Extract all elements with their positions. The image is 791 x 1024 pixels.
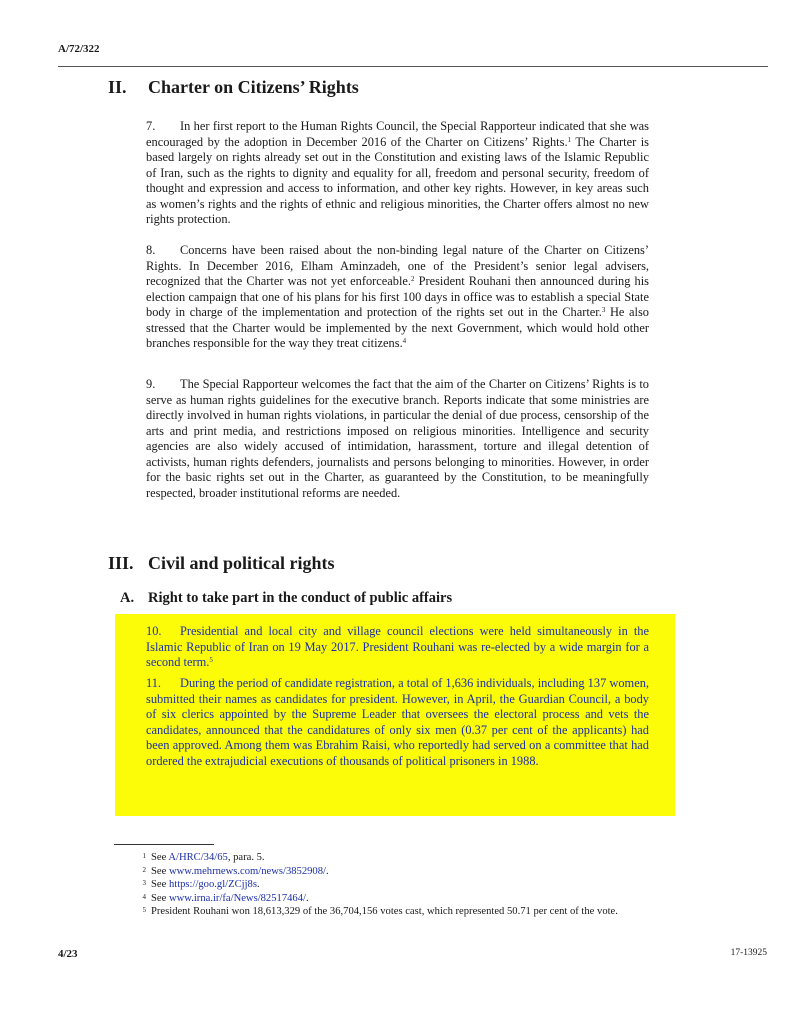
section-heading-iii <box>108 553 335 574</box>
paragraph-number: 9. <box>146 377 156 391</box>
paragraph-8 <box>146 243 649 352</box>
paragraph-10[interactable] <box>146 624 649 671</box>
footnote-item <box>128 851 648 865</box>
footnote-ref[interactable]: 2 <box>411 275 415 283</box>
footnote-text: See <box>151 865 169 877</box>
footnote-number: 3 <box>142 879 146 887</box>
paragraph-text: Concerns have been raised about the non-binding legal nature of the Charter on Citizens’ Rights. In December 2016, Elham Aminzadeh, one of the President’s senior legal advisers, recognized that the Charter was not yet enforceable. <box>146 243 649 288</box>
footnote-text: See <box>151 892 169 904</box>
footnote-ref[interactable]: 1 <box>567 135 572 144</box>
paragraph-number: 7. <box>146 119 156 133</box>
footnote-item <box>128 865 648 879</box>
footnote-ref[interactable]: 3 <box>601 306 606 314</box>
header-rule <box>58 66 768 67</box>
paragraph-11[interactable] <box>146 676 649 769</box>
footnote-number: 1 <box>142 852 146 860</box>
paragraph-text: During the period of candidate registration, a total of 1,636 individuals, including 137 women, submitted their names as candidates for president. However, in April, the Guardian Council, a body of six clerics appointed by the Supreme Leader that oversees the electoral process and vets the candidates, announced that the candidatures of only six men (0.37 per cent of the applicants) had been approved. Among them was Ebrahim Raisi, who reportedly had served on a committee that had ordered the extrajudicial executions of thousands of political prisoners in 1988. <box>146 676 649 768</box>
paragraph-9 <box>146 377 649 501</box>
paragraph-number: 8. <box>146 243 156 257</box>
subsection-title: Right to take part in the conduct of public affairs <box>148 590 453 606</box>
footnote-item <box>128 892 648 906</box>
section-number: II. <box>108 77 127 97</box>
footnote-text: . <box>305 892 309 904</box>
footnote-text: President Rouhani won 18,613,329 of the 36,704,156 votes cast, which represented 50.71 per cent of the vote. <box>151 906 618 917</box>
section-title: Charter on Citizens’ Rights <box>148 77 359 97</box>
footnote-link[interactable]: www.mehrnews.com/news/3852908/ <box>168 865 326 877</box>
paragraph-text: President Rouhani then announced during his election campaign that one of his plans for his first 100 days in office was to establish a special State body in charge of the implementation and protection of the rights set out in the Charter. <box>146 274 649 319</box>
footnote-rule <box>114 844 214 845</box>
footnote-link[interactable]: A/HRC/34/65 <box>168 852 228 863</box>
footnote-item <box>128 905 648 919</box>
footnotes-list <box>128 851 648 919</box>
footnote-ref[interactable]: 4 <box>402 337 407 345</box>
section-heading-ii <box>108 77 359 98</box>
footnote-link[interactable]: https://goo.gl/ZCjj8s <box>168 879 257 890</box>
document-symbol: A/72/322 <box>58 43 100 55</box>
footnote-text: , para. 5. <box>227 852 265 863</box>
footnote-text: . <box>256 879 260 890</box>
footnote-ref[interactable]: 5 <box>209 656 213 664</box>
paragraph-number: 10. <box>146 624 162 638</box>
paragraph-text: The Charter is based largely on rights already set out in the Constitution and existing laws of the Islamic Republic of Iran, such as the rights to dignity and equality for all, freedom and personal security, freedom of thought and expression and access to information, and other key rights. However, in key areas such as women’s rights and the rights of ethnic and religious minorities, the Charter offers almost no new rights protection. <box>146 134 649 226</box>
document-code: 17-13925 <box>730 948 767 958</box>
section-title: Civil and political rights <box>148 553 335 573</box>
footnote-text: See <box>151 879 169 890</box>
footnote-link[interactable]: www.irna.ir/fa/News/82517464/ <box>168 892 306 904</box>
footnote-text: See <box>151 852 169 863</box>
paragraph-text: He also stressed that the Charter would be implemented by the next Government, which would hold other branches responsible for the way they treat citizens. <box>146 305 650 350</box>
subsection-letter: A. <box>120 590 135 606</box>
footnote-number: 4 <box>142 892 146 901</box>
subsection-heading-a <box>120 590 452 607</box>
footnote-number: 5 <box>142 906 146 914</box>
paragraph-text: In her first report to the Human Rights Council, the Special Rapporteur indicated that she was encouraged by the adoption in December 2016 of the Charter on Citizens’ Rights. <box>146 119 649 149</box>
footnote-text: . <box>325 865 329 877</box>
paragraph-text: Presidential and local city and village council elections were held simultaneously in the Islamic Republic of Iran on 19 May 2017. President Rouhani was re-elected by a wide margin for a second term. <box>146 624 649 669</box>
paragraph-number: 11. <box>146 676 162 690</box>
footnote-item <box>128 878 648 892</box>
paragraph-text: The Special Rapporteur welcomes the fact that the aim of the Charter on Citizens’ Rights is to serve as human rights guidelines for the executive branch. Reports indicate that some ministries are directly involved in human rights violations, in particular the denial of due process, censorship of the arts and print media, and restrictions imposed on religious minorities. Intelligence and security agencies are also widely accused of intimidation, harassment, torture and illegal detention of activists, human rights defenders, journalists and persons belonging to minorities. However, in order for the basic rights set out in the Charter, as guaranteed by the Constitution, to be meaningfully respected, broader institutional reforms are needed. <box>146 377 649 500</box>
footnote-number: 2 <box>142 865 146 874</box>
section-number: III. <box>108 553 134 573</box>
page-number: 4/23 <box>58 948 78 960</box>
paragraph-7 <box>146 119 649 228</box>
